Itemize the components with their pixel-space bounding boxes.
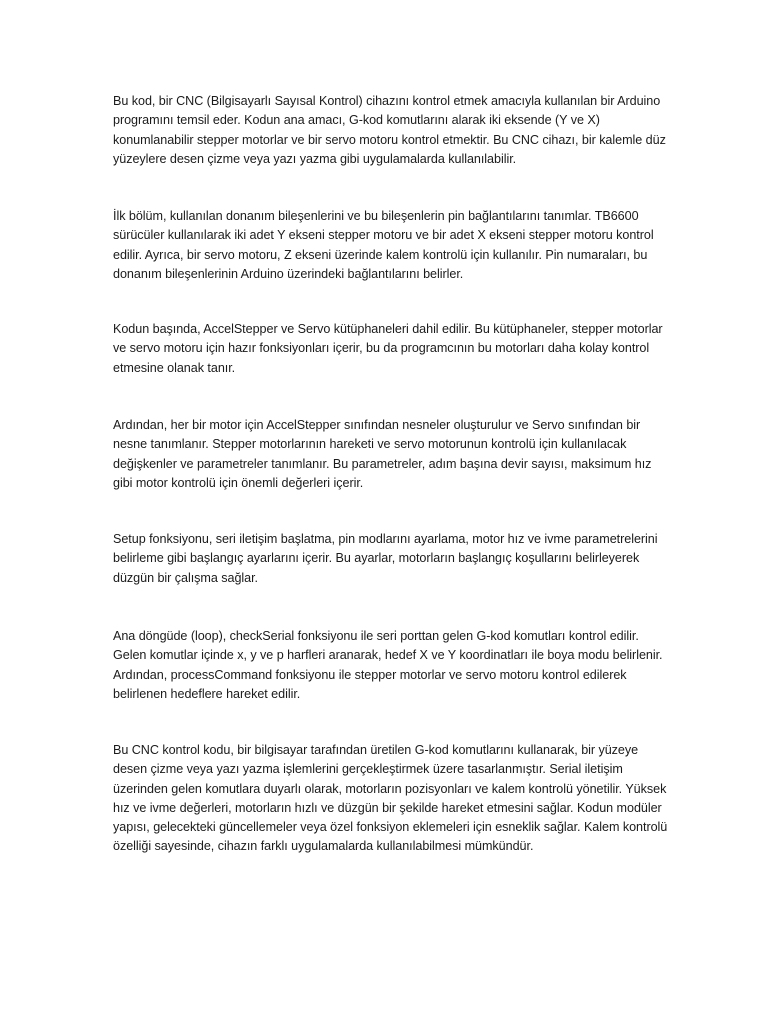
paragraph-hardware: İlk bölüm, kullanılan donanım bileşenlerini ve bu bileşenlerin pin bağlantılarını tanımlar. TB6600 sürücüler kullanılarak iki adet Y ekseni stepper motoru ve bir adet X ekseni stepper motoru kontrol edilir. Ayrıca, bir servo motoru, Z ekseni üzerinde kalem kontrolü için kullanılır. Pin numaraları, bu donanım bileşenlerinin Arduino üzerindeki bağlantılarını belirler. xyxy=(113,209,654,281)
paragraph-setup: Setup fonksiyonu, seri iletişim başlatma, pin modlarını ayarlama, motor hız ve ivme parametrelerini belirleme gibi başlangıç ayarlarını içerir. Bu ayarlar, motorların başlangıç koşullarını belirleyerek düzgün bir çalışma sağlar. xyxy=(113,532,658,585)
paragraph-summary: Bu CNC kontrol kodu, bir bilgisayar tarafından üretilen G-kod komutlarını kullanarak, bir yüzeye desen çizme veya yazı yazma işlemlerini gerçekleştirmek üzere tasarlanmıştır. Serial iletişim üzerinden gelen komutlara duyarlı olarak, motorların pozisyonları ve kalem kontrolü yönetilir. Yüksek hız ve ivme değerleri, motorların hızlı ve düzgün bir şekilde hareket etmesini sağlar. Kodun modüler yapısı, gelecekteki güncellemeler veya özel fonksiyon eklemeleri için esneklik sağlar. Kalem kontrolü özelliği sayesinde, cihazın farklı uygulamalarda kullanılabilmesi mümkündür. xyxy=(113,743,668,854)
paragraph-loop: Ana döngüde (loop), checkSerial fonksiyonu ile seri porttan gelen G-kod komutları kontrol edilir. Gelen komutlar içinde x, y ve p harfleri aranarak, hedef X ve Y koordinatları ile boya modu belirlenir. Ardından, processCommand fonksiyonu ile stepper motorlar ve servo motoru kontrol edilerek belirlenen hedeflere hareket edilir. xyxy=(113,629,663,701)
paragraph-intro: Bu kod, bir CNC (Bilgisayarlı Sayısal Kontrol) cihazını kontrol etmek amacıyla kullanılan bir Arduino programını temsil eder. Kodun ana amacı, G-kod komutlarını alarak iki eksende (Y ve X) konumlanabilir stepper motorlar ve bir servo motoru kontrol etmektir. Bu CNC cihazı, bir kalemle düz yüzeylere desen çizme veya yazı yazma gibi uygulamalarda kullanılabilir. xyxy=(113,94,666,166)
paragraph-objects: Ardından, her bir motor için AccelStepper sınıfından nesneler oluşturulur ve Servo sınıfından bir nesne tanımlanır. Stepper motorlarının hareketi ve servo motorunun kontrolü için kullanılacak değişkenler ve parametreler tanımlanır. Bu parametreler, adım başına devir sayısı, maksimum hız gibi motor kontrolü için önemli değerleri içerir. xyxy=(113,418,652,490)
paragraph-libraries: Kodun başında, AccelStepper ve Servo kütüphaneleri dahil edilir. Bu kütüphaneler, stepper motorlar ve servo motoru için hazır fonksiyonları içerir, bu da programcının bu motorları daha kolay kontrol etmesine olanak tanır. xyxy=(113,322,663,375)
